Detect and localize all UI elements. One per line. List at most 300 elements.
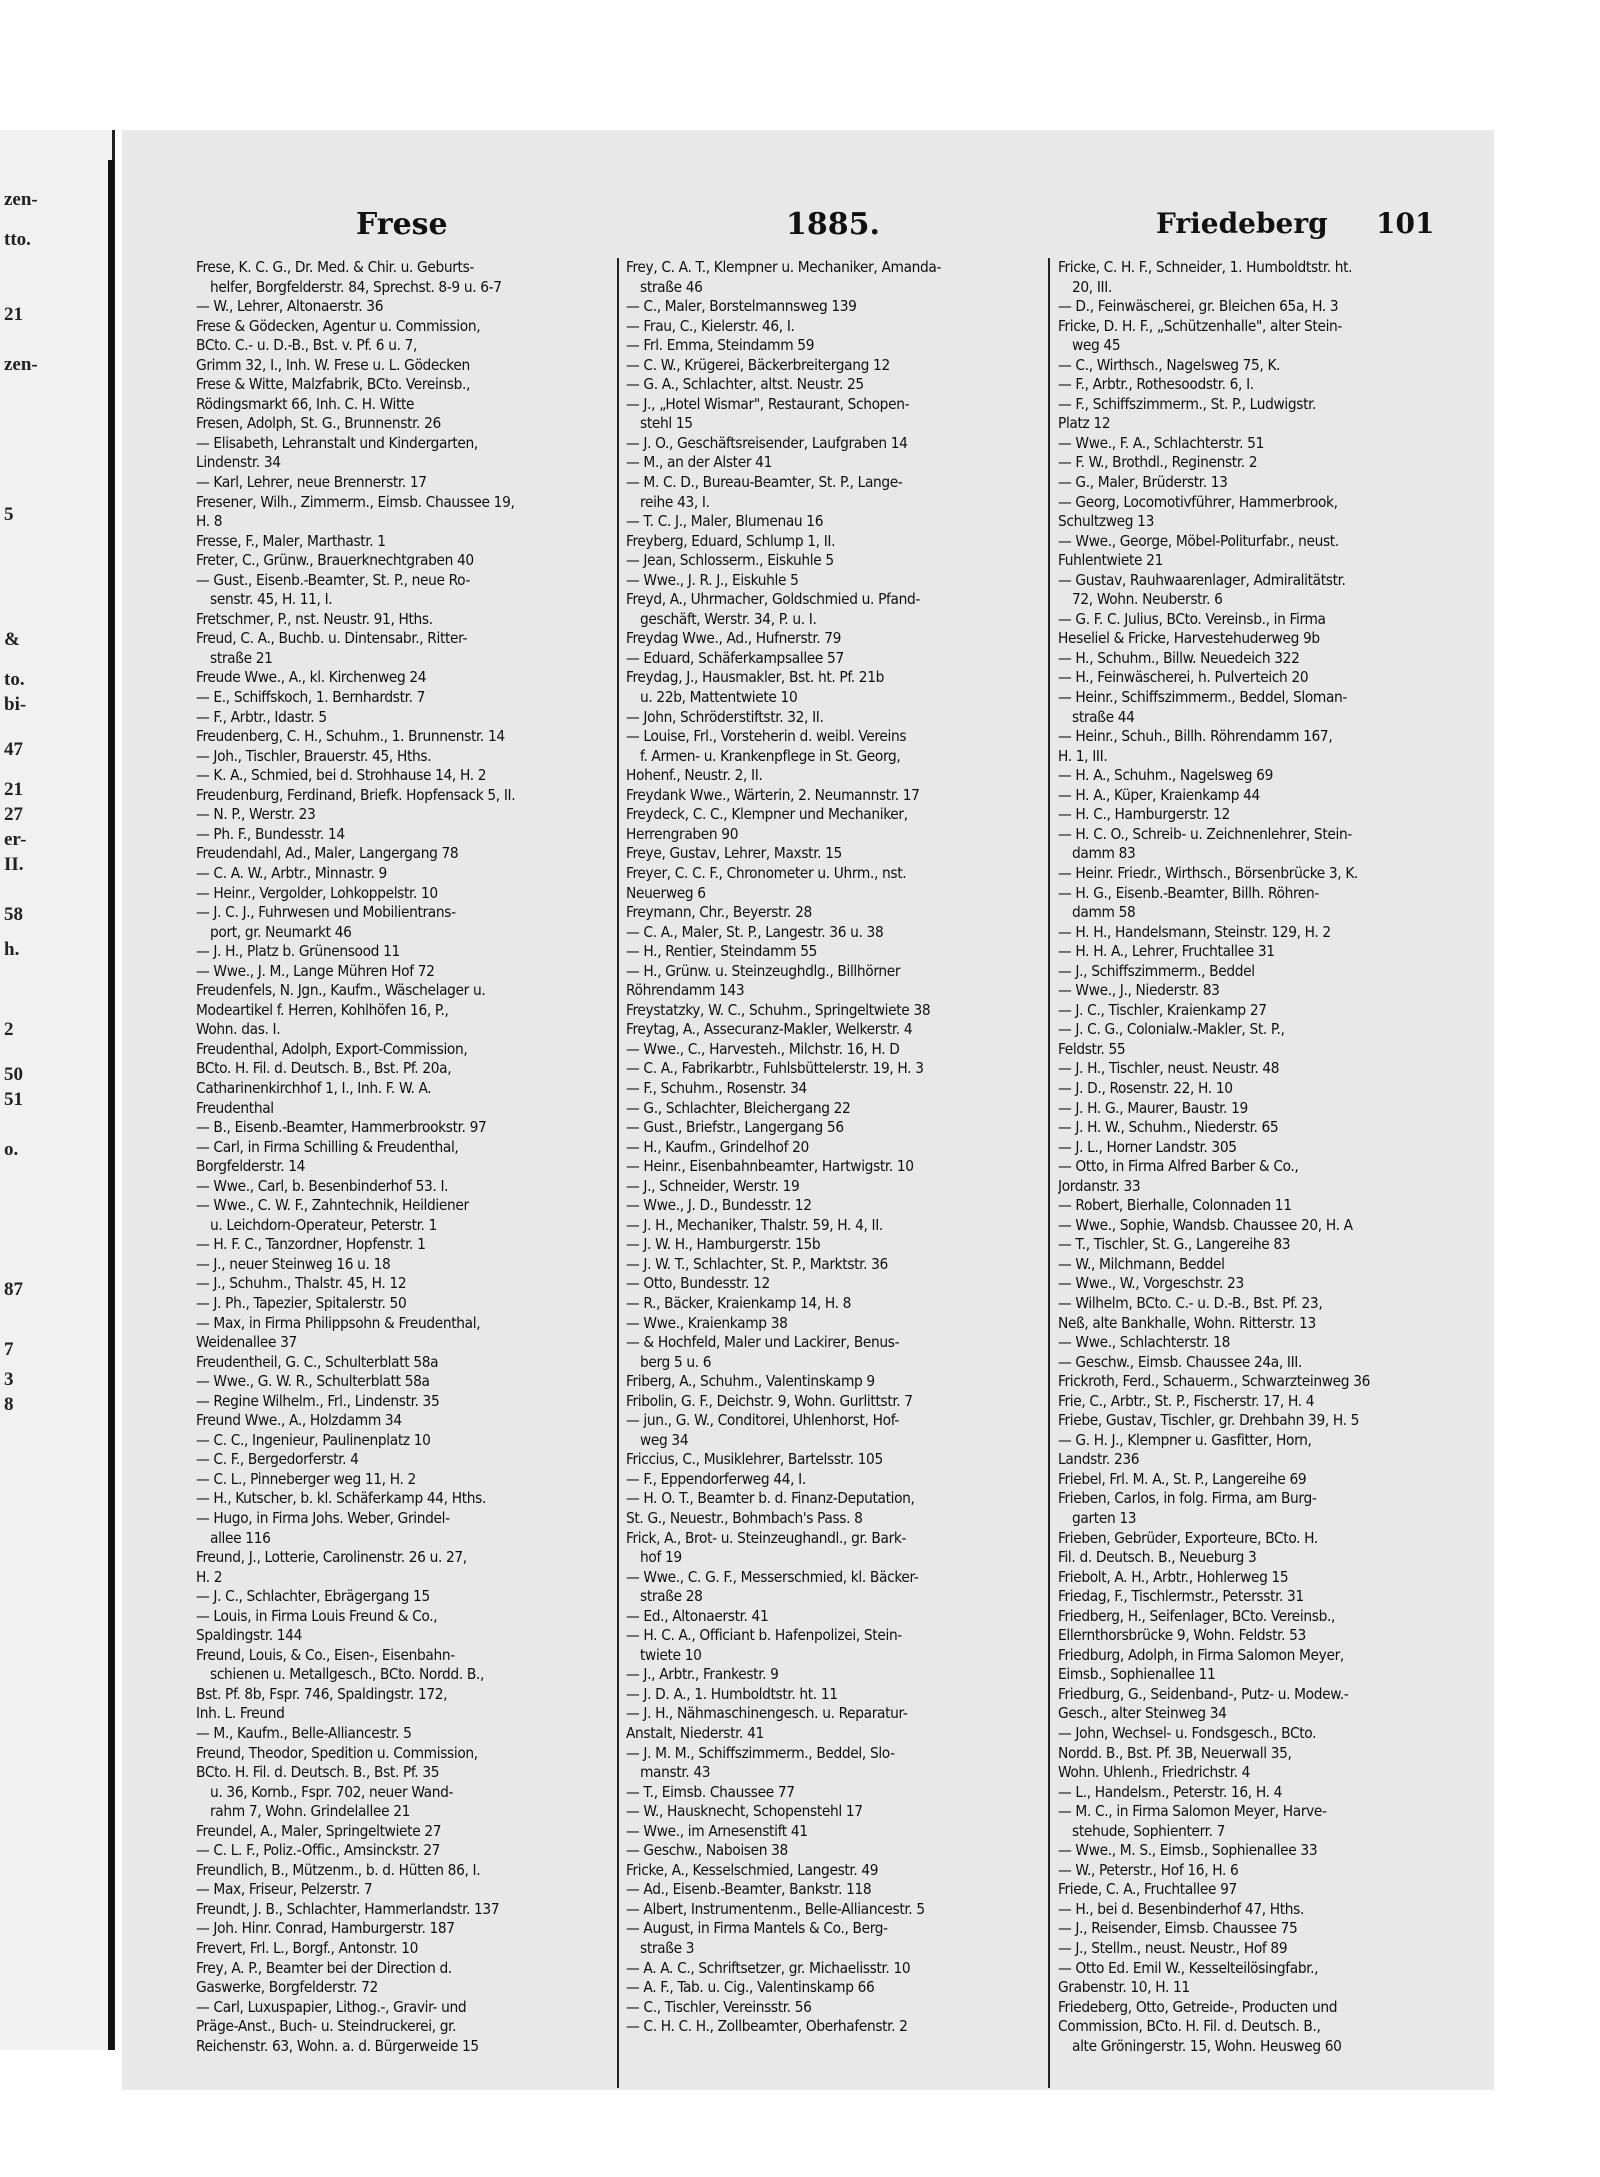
directory-entry-line: 72, Wohn. Neuberstr. 6 [1072,590,1223,609]
previous-page-fragment: 47 [4,739,23,760]
directory-entry-line: — C. A., Maler, St. P., Langestr. 36 u. 38 [626,922,884,941]
directory-entry: Anstalt, Niederstr. 41 [626,1724,764,1743]
directory-entry-line: — H., bei d. Besenbinderhof 47, Hths. [1058,1899,1305,1918]
directory-entry-line: — & Hochfeld, Maler und Lackirer, Benus- [626,1333,900,1352]
directory-entry-line: — Elisabeth, Lehranstalt und Kindergarten, [196,433,478,452]
previous-page-fragment: 2 [4,1019,14,1040]
directory-entry: Inh. L. Freund [196,1704,285,1723]
directory-entry-line: — J. H. G., Maurer, Baustr. 19 [1058,1098,1248,1117]
directory-entry-line: senstr. 45, H. 11, I. [210,590,333,609]
directory-entry-line: — Wwe., F. A., Schlachterstr. 51 [1058,433,1264,452]
column-2 [626,258,1040,2088]
page-number: 101 [1376,207,1435,240]
directory-entry-line: — R., Bäcker, Kraienkamp 14, H. 8 [626,1293,852,1312]
directory-entry: Frey, C. A. T., Klempner u. Mechaniker, Amanda- [626,258,942,276]
directory-entry-line: — Hugo, in Firma Johs. Weber, Grindel- [196,1509,450,1527]
directory-entry-line: — T., Tischler, St. G., Langereihe 83 [1058,1235,1291,1254]
previous-page-fragment: zen- [4,354,38,375]
directory-entry-line: — J. H., Tischler, neust. Neustr. 48 [1058,1059,1280,1078]
directory-entry: Freudenburg, Ferdinand, Briefk. Hopfensack 5, II. [196,785,516,804]
directory-entry-line: — D., Feinwäscherei, gr. Bleichen 65a, H. 3 [1058,297,1339,316]
directory-entry-line: stehude, Sophienterr. 7 [1072,1821,1226,1840]
header-year: 1885. [786,207,880,242]
directory-entry-line: — J., Schiffszimmerm., Beddel [1058,961,1255,980]
previous-page-fragment: 50 [4,1064,23,1085]
directory-entry: Frieben, Gebrüder, Exporteure, BCto. H. [1058,1528,1318,1547]
directory-entry-line: — J. M. M., Schiffszimmerm., Beddel, Slo- [626,1743,895,1762]
directory-entry-line: — F., Schiffszimmerm., St. P., Ludwigstr. [1058,394,1317,413]
directory-entry: Röhrendamm 143 [626,981,745,1000]
directory-entry-line: — Heinr., Vergolder, Lohkoppelstr. 10 [196,883,438,902]
directory-entry-line: — C. A. W., Arbtr., Minnastr. 9 [196,863,387,882]
previous-page-fragment: 27 [4,804,23,825]
directory-entry: Präge-Anst., Buch- u. Steindruckerei, gr. [196,2017,457,2036]
directory-entry-line: weg 45 [1072,336,1121,355]
directory-entry: Rödingsmarkt 66, Inh. C. H. Witte [196,394,415,413]
directory-entry-line: — F. W., Brothdl., Reginenstr. 2 [1058,453,1258,472]
directory-entry: Freystatzky, W. C., Schuhm., Springeltwiete 38 [626,1000,931,1019]
previous-page-fragment: 3 [4,1369,14,1390]
directory-entry-line: — H. O. T., Beamter b. d. Finanz-Deputation, [626,1489,915,1508]
column-3 [1058,258,1472,2088]
directory-entry-line: f. Armen- u. Krankenpflege in St. Georg, [640,746,901,765]
directory-entry-line: — Wwe., C. G. F., Messerschmied, kl. Bäcker- [626,1567,919,1586]
directory-entry-line: — C., Maler, Borstelmannsweg 139 [626,297,857,316]
directory-entry: Bst. Pf. 8b, Fspr. 746, Spaldingstr. 172, [196,1684,448,1703]
directory-entry: Freter, C., Grünw., Brauerknechtgraben 40 [196,551,474,570]
directory-entry-line: — Max, in Firma Philippsohn & Freudenthal, [196,1313,481,1332]
directory-entry-line: — Gustav, Rauhwaarenlager, Admiralitätstr. [1058,570,1346,589]
directory-entry: H. 8 [196,512,223,531]
directory-entry-line: — Wwe., J. D., Bundesstr. 12 [626,1196,812,1215]
directory-entry-line: — F., Arbtr., Idastr. 5 [196,707,327,726]
directory-entry: Fresen, Adolph, St. G., Brunnenstr. 26 [196,414,441,433]
directory-entry: Friebolt, A. H., Arbtr., Hohlerweg 15 [1058,1567,1289,1586]
directory-entry-line: — J., Arbtr., Frankestr. 9 [626,1665,779,1684]
directory-entry-line: straße 21 [210,648,273,667]
directory-entry-line: — W., Lehrer, Altonaerstr. 36 [196,297,384,316]
directory-entry-line: — John, Schröderstiftstr. 32, II. [626,707,824,726]
directory-entry-line: — H. C. O., Schreib- u. Zeichnenlehrer, Stein- [1058,824,1352,843]
directory-entry-line: — J., Schuhm., Thalstr. 45, H. 12 [196,1274,407,1293]
directory-entry-line: — E., Schiffskoch, 1. Bernhardstr. 7 [196,688,426,707]
directory-entry: Catharinenkirchhof 1, I., Inh. F. W. A. [196,1078,432,1097]
directory-entry-line: — Heinr., Eisenbahnbeamter, Hartwigstr. 10 [626,1157,914,1176]
directory-entry: Friedburg, Adolph, in Firma Salomon Meyer, [1058,1645,1344,1664]
directory-entry-line: — Wwe., C. W. F., Zahntechnik, Heildiener [196,1196,469,1215]
directory-entry-line: — M., Kaufm., Belle-Alliancestr. 5 [196,1724,412,1743]
directory-entry-line: — Frl. Emma, Steindamm 59 [626,336,815,355]
directory-entry-line: — G., Maler, Brüderstr. 13 [1058,473,1228,492]
directory-entry-line: — Regine Wilhelm., Frl., Lindenstr. 35 [196,1391,440,1410]
directory-entry-line: — Joh., Tischler, Brauerstr. 45, Hths. [196,746,432,765]
directory-entry-line: — Robert, Bierhalle, Colonnaden 11 [1058,1196,1292,1215]
directory-entry: Spaldingstr. 144 [196,1626,302,1645]
directory-entry: Friberg, A., Schuhm., Valentinskamp 9 [626,1372,875,1391]
directory-entry-line: — Ed., Altonaerstr. 41 [626,1606,769,1625]
directory-entry-line: straße 28 [640,1587,703,1606]
directory-entry-line: — J. H. W., Schuhm., Niederstr. 65 [1058,1118,1279,1137]
directory-entry-line: — A. A. C., Schriftsetzer, gr. Michaelisstr. 10 [626,1958,911,1977]
header-last-entry: Friedeberg [1156,207,1328,240]
directory-entry: Freudenthal, Adolph, Export-Commission, [196,1039,468,1058]
directory-entry-line: — C. A., Fabrikarbtr., Fuhlsbüttelerstr. 19, H. 3 [626,1059,924,1078]
directory-entry: H. 1, III. [1058,746,1108,765]
previous-page-fragment: II. [4,854,24,875]
directory-entry-line: — C. L., Pinneberger weg 11, H. 2 [196,1469,416,1488]
previous-page-fragment: 5 [4,504,14,525]
directory-entry: Fresener, Wilh., Zimmerm., Eimsb. Chaussee 19, [196,492,515,511]
directory-entry: Gaswerke, Borgfelderstr. 72 [196,1978,378,1997]
directory-entry-line: port, gr. Neumarkt 46 [210,922,352,941]
directory-entry-line: — N. P., Werstr. 23 [196,805,316,824]
directory-entry: Friedag, F., Tischlermstr., Petersstr. 31 [1058,1587,1304,1606]
directory-entry: BCto. C.- u. D.-B., Bst. v. Pf. 6 u. 7, [196,336,418,355]
directory-entry: Freydeck, C. C., Klempner und Mechaniker, [626,805,908,824]
directory-entry-line: — Wwe., im Arnesenstift 41 [626,1821,808,1840]
directory-entry-line: geschäft, Werstr. 34, P. u. I. [640,609,817,628]
directory-entry-line: — H., Rentier, Steindamm 55 [626,942,818,961]
column-1 [196,258,610,2088]
directory-entry-line: — C. F., Bergedorferstr. 4 [196,1450,359,1469]
directory-entry: Modeartikel f. Herren, Kohlhöfen 16, P., [196,1000,449,1019]
directory-entry-line: — H. G., Eisenb.-Beamter, Billh. Röhren- [1058,883,1320,902]
directory-entry: Freund, Theodor, Spedition u. Commission, [196,1743,478,1762]
directory-entry-line: u. Leichdorn-Operateur, Peterstr. 1 [210,1215,438,1234]
directory-entry: Frese, K. C. G., Dr. Med. & Chir. u. Geburts- [196,258,475,276]
directory-entry-line: — J. H., Platz b. Grünensood 11 [196,942,400,961]
directory-entry-line: 20, III. [1072,277,1112,296]
directory-entry-line: — Ad., Eisenb.-Beamter, Bankstr. 118 [626,1880,872,1899]
previous-page-fragment: 87 [4,1279,23,1300]
directory-entry-line: damm 83 [1072,844,1136,863]
directory-entry-line: — Geschw., Naboisen 38 [626,1841,788,1860]
directory-entry-line: — M. C., in Firma Salomon Meyer, Harve- [1058,1802,1327,1821]
directory-entry: Fretschmer, P., nst. Neustr. 91, Hths. [196,609,433,628]
directory-entry-line: — H. H. A., Lehrer, Fruchtallee 31 [1058,942,1275,961]
directory-entry-line: — Karl, Lehrer, neue Brennerstr. 17 [196,473,427,492]
directory-entry-line: garten 13 [1072,1509,1137,1527]
directory-entry-line: — H., Kaufm., Grindelhof 20 [626,1137,809,1156]
directory-entry-line: straße 44 [1072,707,1135,726]
directory-entry: Feldstr. 55 [1058,1039,1126,1058]
directory-entry-line: — Wwe., Schlachterstr. 18 [1058,1333,1230,1352]
directory-entry: Freudenfels, N. Jgn., Kaufm., Wäschelager u. [196,981,486,1000]
directory-entry-line: — F., Eppendorferweg 44, I. [626,1469,806,1488]
directory-entry: Wohn. das. I. [196,1020,281,1039]
directory-entry-line: — C. C., Ingenieur, Paulinenplatz 10 [196,1430,431,1449]
directory-entry-line: berg 5 u. 6 [640,1352,712,1371]
directory-entry: Neuerweg 6 [626,883,706,902]
directory-entry-line: — Geschw., Eimsb. Chaussee 24a, III. [1058,1352,1303,1371]
directory-entry: Lindenstr. 34 [196,453,281,472]
directory-entry: Wohn. Uhlenh., Friedrichstr. 4 [1058,1763,1251,1782]
directory-entry-line: rahm 7, Wohn. Grindelallee 21 [210,1802,411,1821]
directory-entry-line: — Wwe., G. W. R., Schulterblatt 58a [196,1372,430,1391]
directory-entry: Grabenstr. 10, H. 11 [1058,1978,1190,1997]
directory-entry: Friebe, Gustav, Tischler, gr. Drehbahn 39, H. 5 [1058,1411,1360,1430]
directory-entry-line: — G., Schlachter, Bleichergang 22 [626,1098,851,1117]
directory-entry-line: — J. C. G., Colonialw.-Makler, St. P., [1058,1020,1285,1039]
directory-entry-line: — J. O., Geschäftsreisender, Laufgraben 14 [626,433,908,452]
directory-entry-line: stehl 15 [640,414,693,433]
directory-entry: Frese & Gödecken, Agentur u. Commission, [196,316,481,335]
directory-entry-line: — M. C. D., Bureau-Beamter, St. P., Lange- [626,473,903,492]
directory-entry-line: — Otto, Bundesstr. 12 [626,1274,770,1293]
directory-entry-line: — W., Milchmann, Beddel [1058,1254,1225,1273]
directory-entry: BCto. H. Fil. d. Deutsch. B., Bst. Pf. 20a, [196,1059,452,1078]
directory-entry: Friede, C. A., Fruchtallee 97 [1058,1880,1237,1899]
previous-page-fragment: h. [4,939,20,960]
directory-entry: Landstr. 236 [1058,1450,1140,1469]
directory-entry-line: — Max, Friseur, Pelzerstr. 7 [196,1880,373,1899]
directory-entry: Neß, alte Bankhalle, Wohn. Ritterstr. 13 [1058,1313,1316,1332]
directory-entry: Fresse, F., Maler, Marthastr. 1 [196,531,386,550]
previous-page-fragment: tto. [4,229,31,250]
directory-entry-line: — J., Stellm., neust. Neustr., Hof 89 [1058,1939,1288,1958]
directory-entry-line: — J. C. J., Fuhrwesen und Mobilientrans- [196,903,456,922]
directory-entry-line: — W., Peterstr., Hof 16, H. 6 [1058,1860,1239,1879]
directory-entry-line: — H., Grünw. u. Steinzeughdlg., Billhörner [626,961,901,980]
previous-page-fragment: 8 [4,1394,14,1415]
directory-entry-line: — H. C., Hamburgerstr. 12 [1058,805,1230,824]
directory-entry-line: — J., „Hotel Wismar", Restaurant, Schopen- [626,394,910,413]
directory-entry-line: — F., Arbtr., Rothesoodstr. 6, I. [1058,375,1254,394]
previous-page-fragment: o. [4,1139,19,1160]
directory-entry-line: — Wwe., J. M., Lange Mühren Hof 72 [196,961,435,980]
directory-entry: Freydank Wwe., Wärterin, 2. Neumannstr. 17 [626,785,920,804]
directory-entry-line: — Wwe., J. R. J., Eiskuhle 5 [626,570,799,589]
directory-entry-line: — F., Schuhm., Rosenstr. 34 [626,1078,807,1097]
directory-entry: Fricke, D. H. F., „Schützenhalle", alter Stein- [1058,316,1343,335]
directory-entry-line: — Wwe., M. S., Eimsb., Sophienallee 33 [1058,1841,1318,1860]
directory-entry-line: — G. H. J., Klempner u. Gasfitter, Horn, [1058,1430,1312,1449]
previous-page-fragment: bi- [4,694,27,715]
directory-entry-line: — J. W. H., Hamburgerstr. 15b [626,1235,821,1254]
column-rule [1048,258,1050,2088]
directory-entry: Freude Wwe., A., kl. Kirchenweg 24 [196,668,427,687]
directory-entry-line: — J. D. A., 1. Humboldtstr. ht. 11 [626,1684,838,1703]
directory-entry-line: — John, Wechsel- u. Fondsgesch., BCto. [1058,1724,1317,1743]
directory-entry: St. G., Neuestr., Bohmbach's Pass. 8 [626,1509,863,1527]
directory-entry: Friebel, Frl. M. A., St. P., Langereihe 69 [1058,1469,1307,1488]
directory-entry-line: — C. W., Krügerei, Bäckerbreitergang 12 [626,355,890,374]
directory-entry-line: — Heinr., Schiffszimmerm., Beddel, Sloman- [1058,688,1348,707]
directory-entry: Freydag Wwe., Ad., Hufnerstr. 79 [626,629,842,648]
directory-entry-line: — H. C. A., Officiant b. Hafenpolizei, Stein- [626,1626,902,1645]
directory-entry: Nordd. B., Bst. Pf. 3B, Neuerwall 35, [1058,1743,1292,1762]
directory-entry: Freyd, A., Uhrmacher, Goldschmied u. Pfand- [626,590,920,609]
directory-entry: Herrengraben 90 [626,824,739,843]
directory-entry: BCto. H. Fil. d. Deutsch. B., Bst. Pf. 35 [196,1763,440,1782]
directory-entry: Frevert, Frl. L., Borgf., Antonstr. 10 [196,1939,419,1958]
directory-entry-line: — H. A., Schuhm., Nagelsweg 69 [1058,766,1273,785]
directory-entry-line: — J., Reisender, Eimsb. Chaussee 75 [1058,1919,1298,1938]
previous-page-fragment: 21 [4,779,23,800]
directory-entry-line: — Heinr., Schuh., Billh. Röhrendamm 167, [1058,727,1333,746]
directory-entry-line: — H. A., Küper, Kraienkamp 44 [1058,785,1260,804]
directory-entry-line: — H., Kutscher, b. kl. Schäferkamp 44, Hths. [196,1489,486,1508]
directory-entry: Fricke, C. H. F., Schneider, 1. Humboldtstr. ht. [1058,258,1353,276]
directory-entry-line: twiete 10 [640,1645,702,1664]
directory-entry: Frey, A. P., Beamter bei der Direction d. [196,1958,452,1977]
directory-entry-line: — J. C., Tischler, Kraienkamp 27 [1058,1000,1267,1019]
directory-entry-line: — J. L., Horner Landstr. 305 [1058,1137,1237,1156]
directory-entry-line: — J., neuer Steinweg 16 u. 18 [196,1254,391,1273]
directory-entry-line: — C., Tischler, Vereinsstr. 56 [626,1997,812,2016]
directory-entry-line: — Carl, in Firma Schilling & Freudenthal, [196,1137,459,1156]
directory-entry-line: u. 22b, Mattentwiete 10 [640,688,798,707]
directory-entry: Borgfelderstr. 14 [196,1157,306,1176]
directory-entry: Platz 12 [1058,414,1111,433]
previous-page-fragment: 51 [4,1089,23,1110]
directory-entry-line: damm 58 [1072,903,1136,922]
directory-entry-line: — Heinr. Friedr., Wirthsch., Börsenbrücke 3, K. [1058,863,1359,882]
directory-entry: Fricke, A., Kesselschmied, Langestr. 49 [626,1860,879,1879]
directory-entry-line: — Jean, Schlosserm., Eiskuhle 5 [626,551,834,570]
directory-entry-line: — H., Feinwäscherei, h. Pulverteich 20 [1058,668,1309,687]
directory-entry-line: alte Gröningerstr. 15, Wohn. Heusweg 60 [1072,2036,1342,2055]
directory-entry-line: — C., Wirthsch., Nagelsweg 75, K. [1058,355,1281,374]
directory-entry: Hohenf., Neustr. 2, II. [626,766,763,785]
directory-entry-line: — H., Schuhm., Billw. Neuedeich 322 [1058,648,1300,667]
directory-entry-line: — Georg, Locomotivführer, Hammerbrook, [1058,492,1338,511]
previous-page-fragment: er- [4,829,27,850]
directory-entry: Heseliel & Fricke, Harvestehuderweg 9b [1058,629,1320,648]
directory-entry: Freudenberg, C. H., Schuhm., 1. Brunnenstr. 14 [196,727,505,746]
directory-entry-line: — H. H., Handelsmann, Steinstr. 129, H. 2 [1058,922,1331,941]
directory-entry: Friccius, C., Musiklehrer, Bartelsstr. 105 [626,1450,883,1469]
directory-entry: Freundt, J. B., Schlachter, Hammerlandstr. 137 [196,1899,500,1918]
directory-entry-line: schienen u. Metallgesch., BCto. Nordd. B., [210,1665,484,1684]
directory-entry-line: — A. F., Tab. u. Cig., Valentinskamp 66 [626,1978,875,1997]
directory-entry-line: manstr. 43 [640,1763,711,1782]
previous-page-fragment: 7 [4,1339,14,1360]
directory-entry: Freymann, Chr., Beyerstr. 28 [626,903,812,922]
previous-page-fragment: zen- [4,189,38,210]
directory-entry-line: — H. F. C., Tanzordner, Hopfenstr. 1 [196,1235,426,1254]
directory-entry-line: — M., an der Alster 41 [626,453,772,472]
directory-entry: Frieben, Carlos, in folg. Firma, am Burg- [1058,1489,1317,1508]
directory-entry-line: hof 19 [640,1548,682,1567]
directory-entry-line: — Frau, C., Kielerstr. 46, I. [626,316,795,335]
directory-entry-line: — K. A., Schmied, bei d. Strohhause 14, H. 2 [196,766,487,785]
directory-columns [196,258,1460,2088]
directory-entry: Fil. d. Deutsch. B., Neueburg 3 [1058,1548,1257,1567]
directory-entry: Freydag, J., Hausmakler, Bst. ht. Pf. 21b [626,668,884,687]
book-spine [108,160,114,2050]
directory-entry-line: — J. D., Rosenstr. 22, H. 10 [1058,1078,1233,1097]
directory-entry: Freytag, A., Assecuranz-Makler, Welkerstr. 4 [626,1020,913,1039]
previous-page-fragment: 21 [4,304,23,325]
directory-entry: Schultzweg 13 [1058,512,1154,531]
directory-entry-line: — Gust., Briefstr., Langergang 56 [626,1118,844,1137]
directory-entry: Freund, J., Lotterie, Carolinenstr. 26 u. 27, [196,1548,467,1567]
column-rule [617,258,619,2088]
directory-entry-line: — Eduard, Schäferkampsallee 57 [626,648,844,667]
directory-entry-line: — Wwe., W., Vorgeschstr. 23 [1058,1274,1244,1293]
directory-entry: Reichenstr. 63, Wohn. a. d. Bürgerweide 15 [196,2036,479,2055]
directory-entry-line: — C. L. F., Poliz.-Offic., Amsinckstr. 27 [196,1841,441,1860]
header-first-entry: Frese [356,207,448,242]
directory-entry: Freudentheil, G. C., Schulterblatt 58a [196,1352,439,1371]
directory-entry: Frick, A., Brot- u. Steinzeughandl., gr. Bark- [626,1528,907,1547]
directory-entry: Freudenthal [196,1098,274,1117]
directory-entry: Frese & Witte, Malzfabrik, BCto. Vereinsb., [196,375,471,394]
directory-entry: Freundel, A., Maler, Springeltwiete 27 [196,1821,442,1840]
directory-entry-line: straße 46 [640,277,703,296]
directory-entry: Freund Wwe., A., Holzdamm 34 [196,1411,402,1430]
directory-entry-line: — Louise, Frl., Vorsteherin d. weibl. Vereins [626,727,907,746]
directory-entry-line: — Louis, in Firma Louis Freund & Co., [196,1606,438,1625]
directory-entry: Friedburg, G., Seidenband-, Putz- u. Modew.- [1058,1684,1349,1703]
directory-entry-line: — Albert, Instrumentenm., Belle-Alliancestr. 5 [626,1899,925,1918]
running-header [226,207,1435,255]
directory-entry: Freyer, C. C. F., Chronometer u. Uhrm., nst. [626,863,907,882]
directory-entry-line: — Wwe., George, Möbel-Politurfabr., neust. [1058,531,1339,550]
directory-entry-line: — jun., G. W., Conditorei, Uhlenhorst, Hof- [626,1411,899,1430]
directory-entry-line: — August, in Firma Mantels & Co., Berg- [626,1919,888,1938]
directory-entry-line: — T. C. J., Maler, Blumenau 16 [626,512,824,531]
directory-entry: Fribolin, G. F., Deichstr. 9, Wohn. Gurlittstr. 7 [626,1391,913,1410]
directory-entry-line: — Wilhelm, BCto. C.- u. D.-B., Bst. Pf. 23, [1058,1293,1323,1312]
directory-entry-line: u. 36, Kornb., Fspr. 702, neuer Wand- [210,1782,454,1801]
directory-entry: Freud, C. A., Buchb. u. Dintensabr., Ritter- [196,629,468,648]
directory-entry-line: reihe 43, I. [640,492,710,511]
directory-entry-line: allee 116 [210,1528,271,1547]
directory-entry-line: — W., Hausknecht, Schopenstehl 17 [626,1802,863,1821]
directory-entry-line: — Gust., Eisenb.-Beamter, St. P., neue Ro- [196,570,471,589]
directory-entry-line: weg 34 [640,1430,689,1449]
previous-page-fragment: & [4,629,20,650]
directory-entry-line: — Otto, in Firma Alfred Barber & Co., [1058,1157,1299,1176]
directory-entry: Grimm 32, I., Inh. W. Frese u. L. Gödecken [196,355,470,374]
directory-entry: Ellernthorsbrücke 9, Wohn. Feldstr. 53 [1058,1626,1306,1645]
directory-entry-line: — Wwe., Kraienkamp 38 [626,1313,788,1332]
directory-entry: Freudendahl, Ad., Maler, Langergang 78 [196,844,459,863]
directory-entry-line: — J. H., Mechaniker, Thalstr. 59, H. 4, II. [626,1215,883,1234]
directory-entry-line: — L., Handelsm., Peterstr. 16, H. 4 [1058,1782,1283,1801]
directory-entry: Freundlich, B., Mützenm., b. d. Hütten 86, I. [196,1860,481,1879]
directory-entry: Weidenallee 37 [196,1333,297,1352]
directory-entry: Jordanstr. 33 [1058,1176,1141,1195]
directory-entry-line: helfer, Borgfelderstr. 84, Sprechst. 8-9 u. 6-7 [210,277,502,296]
directory-entry-line: — G. A., Schlachter, altst. Neustr. 25 [626,375,864,394]
previous-page-edge [0,130,115,2050]
directory-entry-line: — J., Schneider, Werstr. 19 [626,1176,800,1195]
directory-entry-line: — G. F. C. Julius, BCto. Vereinsb., in Firma [1058,609,1326,628]
directory-entry-line: — Wwe., Sophie, Wandsb. Chaussee 20, H. A [1058,1215,1353,1234]
directory-entry-line: straße 3 [640,1939,695,1958]
directory-entry-line: — Joh. Hinr. Conrad, Hamburgerstr. 187 [196,1919,455,1938]
directory-entry: Fuhlentwiete 21 [1058,551,1163,570]
previous-page-fragment: to. [4,669,25,690]
directory-entry-line: — Ph. F., Bundesstr. 14 [196,824,345,843]
directory-entry: Freye, Gustav, Lehrer, Maxstr. 15 [626,844,842,863]
directory-entry-line: — T., Eimsb. Chaussee 77 [626,1782,795,1801]
directory-entry-line: — J. Ph., Tapezier, Spitalerstr. 50 [196,1293,407,1312]
directory-entry-line: — Wwe., J., Niederstr. 83 [1058,981,1220,1000]
directory-entry-line: — C. H. C. H., Zollbeamter, Oberhafenstr. 2 [626,2017,908,2036]
directory-entry: Frickroth, Ferd., Schauerm., Schwarzteinweg 36 [1058,1372,1370,1391]
directory-entry: Frie, C., Arbtr., St. P., Fischerstr. 17, H. 4 [1058,1391,1315,1410]
directory-entry-line: — Otto Ed. Emil W., Kesselteilösingfabr., [1058,1958,1319,1977]
directory-entry: Commission, BCto. H. Fil. d. Deutsch. B., [1058,2017,1321,2036]
directory-entry: Friedeberg, Otto, Getreide-, Producten und [1058,1997,1338,2016]
directory-entry-line: — B., Eisenb.-Beamter, Hammerbrookstr. 97 [196,1118,487,1137]
directory-entry: H. 2 [196,1567,223,1586]
directory-entry: Gesch., alter Steinweg 34 [1058,1704,1227,1723]
